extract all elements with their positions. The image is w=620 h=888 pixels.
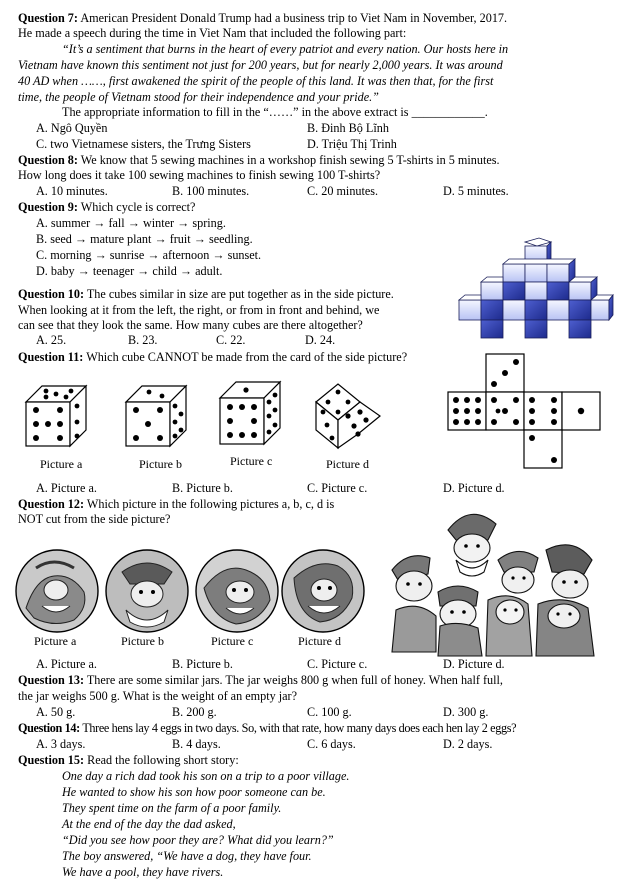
q11-option-d[interactable]: D. Picture d. <box>443 481 505 495</box>
q15-story-2: He wanted to show his son how poor someone can be. <box>62 785 326 799</box>
q13-option-a[interactable]: A. 50 g. <box>36 705 76 719</box>
q8-option-c[interactable]: C. 20 minutes. <box>307 184 379 198</box>
q14-option-a[interactable]: A. 3 days. <box>36 737 86 751</box>
die-picture-b <box>124 384 188 450</box>
die-picture-d <box>314 382 382 450</box>
q10-option-a[interactable]: A. 25. <box>36 333 67 347</box>
q7-quote-2: Vietnam have known this sentiment not just for 200 years, but for nearly 2,000 years. It was around <box>18 58 503 72</box>
q7-option-b[interactable]: B. Đinh Bộ Lĩnh <box>307 121 389 135</box>
q14-option-d[interactable]: D. 2 days. <box>443 737 493 751</box>
circle-picture-d <box>280 548 366 634</box>
q12-line2: NOT cut from the side picture? <box>18 512 171 526</box>
q10-option-b[interactable]: B. 23. <box>128 333 158 347</box>
q9-line1: Question 9: Which cycle is correct? <box>18 200 196 214</box>
q15-story-5: “Did you see how poor they are? What did you learn?” <box>62 833 334 847</box>
q7-quote-3: 40 AD when ……, first awakened the spirit of the people of this land. It was then that, for the first <box>18 74 494 88</box>
q15-story-6: The boy answered, “We have a dog, they have four. <box>62 849 312 863</box>
q9-option-b[interactable]: B. seed → mature plant → fruit → seedling. <box>36 232 253 246</box>
q10-line2: When looking at it from the left, the right, or from in front and behind, we <box>18 303 380 317</box>
q13-option-b[interactable]: B. 200 g. <box>172 705 217 719</box>
q14-option-c[interactable]: C. 6 days. <box>307 737 356 751</box>
dice-net-figure <box>446 352 604 472</box>
cube-stack-figure <box>455 238 615 346</box>
q15-story-4: At the end of the day the dad asked, <box>62 817 236 831</box>
q7-option-c[interactable]: C. two Vietnamese sisters, the Trưng Sisters <box>36 137 251 151</box>
q7-quote-1: “It’s a sentiment that burns in the heart of every patriot and every nation. Our hosts here in <box>62 42 509 56</box>
q12-option-d[interactable]: D. Picture d. <box>443 657 505 671</box>
q15-line1: Question 15: Read the following short story: <box>18 753 239 767</box>
q13-option-d[interactable]: D. 300 g. <box>443 705 489 719</box>
q7-line1: Question 7: American President Donald Trump had a business trip to Viet Nam in November, 2017. <box>18 11 508 25</box>
q12-option-b[interactable]: B. Picture b. <box>172 657 233 671</box>
q9-option-a[interactable]: A. summer → fall → winter → spring. <box>36 216 226 230</box>
circle-picture-b <box>104 548 190 634</box>
q12-option-a[interactable]: A. Picture a. <box>36 657 97 671</box>
q12-line1: Question 12: Which picture in the following pictures a, b, c, d is <box>18 497 335 511</box>
q7-prompt: The appropriate information to fill in the “……” in the above extract is ____________. <box>62 105 488 119</box>
q10-option-d[interactable]: D. 24. <box>305 333 336 347</box>
q11-option-a[interactable]: A. Picture a. <box>36 481 97 495</box>
q12-caption-c: Picture c <box>211 634 254 648</box>
q8-option-d[interactable]: D. 5 minutes. <box>443 184 509 198</box>
q14-line1: Question 14: Three hens lay 4 eggs in two days. So, with that rate, how many days does each hen lay 2 eggs? <box>18 721 517 735</box>
circle-picture-a <box>14 548 100 634</box>
die-picture-c <box>218 380 284 448</box>
q9-option-c[interactable]: C. morning → sunrise → afternoon → sunset. <box>36 248 262 262</box>
circle-picture-c <box>194 548 280 634</box>
q12-caption-d: Picture d <box>298 634 341 648</box>
q15-story-3: They spent time on the farm of a poor family. <box>62 801 282 815</box>
q14-option-b[interactable]: B. 4 days. <box>172 737 221 751</box>
q10-option-c[interactable]: C. 22. <box>216 333 246 347</box>
q13-line2: the jar weighs 500 g. What is the weight of an empty jar? <box>18 689 297 703</box>
q7-option-a[interactable]: A. Ngô Quyền <box>36 121 108 135</box>
q12-caption-a: Picture a <box>34 634 77 648</box>
q11-option-b[interactable]: B. Picture b. <box>172 481 233 495</box>
q10-line1: Question 10: The cubes similar in size are put together as in the side picture. <box>18 287 394 301</box>
q11-caption-a: Picture a <box>40 457 83 471</box>
q13-option-c[interactable]: C. 100 g. <box>307 705 352 719</box>
die-picture-a <box>24 384 88 450</box>
q8-line2: How long does it take 100 sewing machines to finish sewing 100 T-shirts? <box>18 168 381 182</box>
q15-story-1: One day a rich dad took his son on a trip to a poor village. <box>62 769 350 783</box>
q7-line2: He made a speech during the time in Viet Nam that included the following part: <box>18 26 407 40</box>
dwarfs-group-picture <box>378 500 614 660</box>
q11-line1: Question 11: Which cube CANNOT be made from the card of the side picture? <box>18 350 408 364</box>
q11-option-c[interactable]: C. Picture c. <box>307 481 368 495</box>
q11-caption-c: Picture c <box>230 454 273 468</box>
q7-quote-4: time, the people of Vietnam stood for their independence and your pride.” <box>18 90 379 104</box>
q8-option-b[interactable]: B. 100 minutes. <box>172 184 250 198</box>
q11-caption-d: Picture d <box>326 457 369 471</box>
q12-option-c[interactable]: C. Picture c. <box>307 657 368 671</box>
q7-option-d[interactable]: D. Triệu Thị Trinh <box>307 137 397 151</box>
q8-line1: Question 8: We know that 5 sewing machines in a workshop finish sewing 5 T-shirts in 5 minutes. <box>18 153 500 167</box>
q10-line3: can see that they look the same. How many cubes are there altogether? <box>18 318 363 332</box>
q15-story-7: We have a pool, they have rivers. <box>62 865 224 879</box>
q12-caption-b: Picture b <box>121 634 164 648</box>
q8-option-a[interactable]: A. 10 minutes. <box>36 184 108 198</box>
q11-caption-b: Picture b <box>139 457 182 471</box>
q9-option-d[interactable]: D. baby → teenager → child → adult. <box>36 264 223 278</box>
q13-line1: Question 13: There are some similar jars. The jar weighs 800 g when full of honey. When half full, <box>18 673 503 687</box>
